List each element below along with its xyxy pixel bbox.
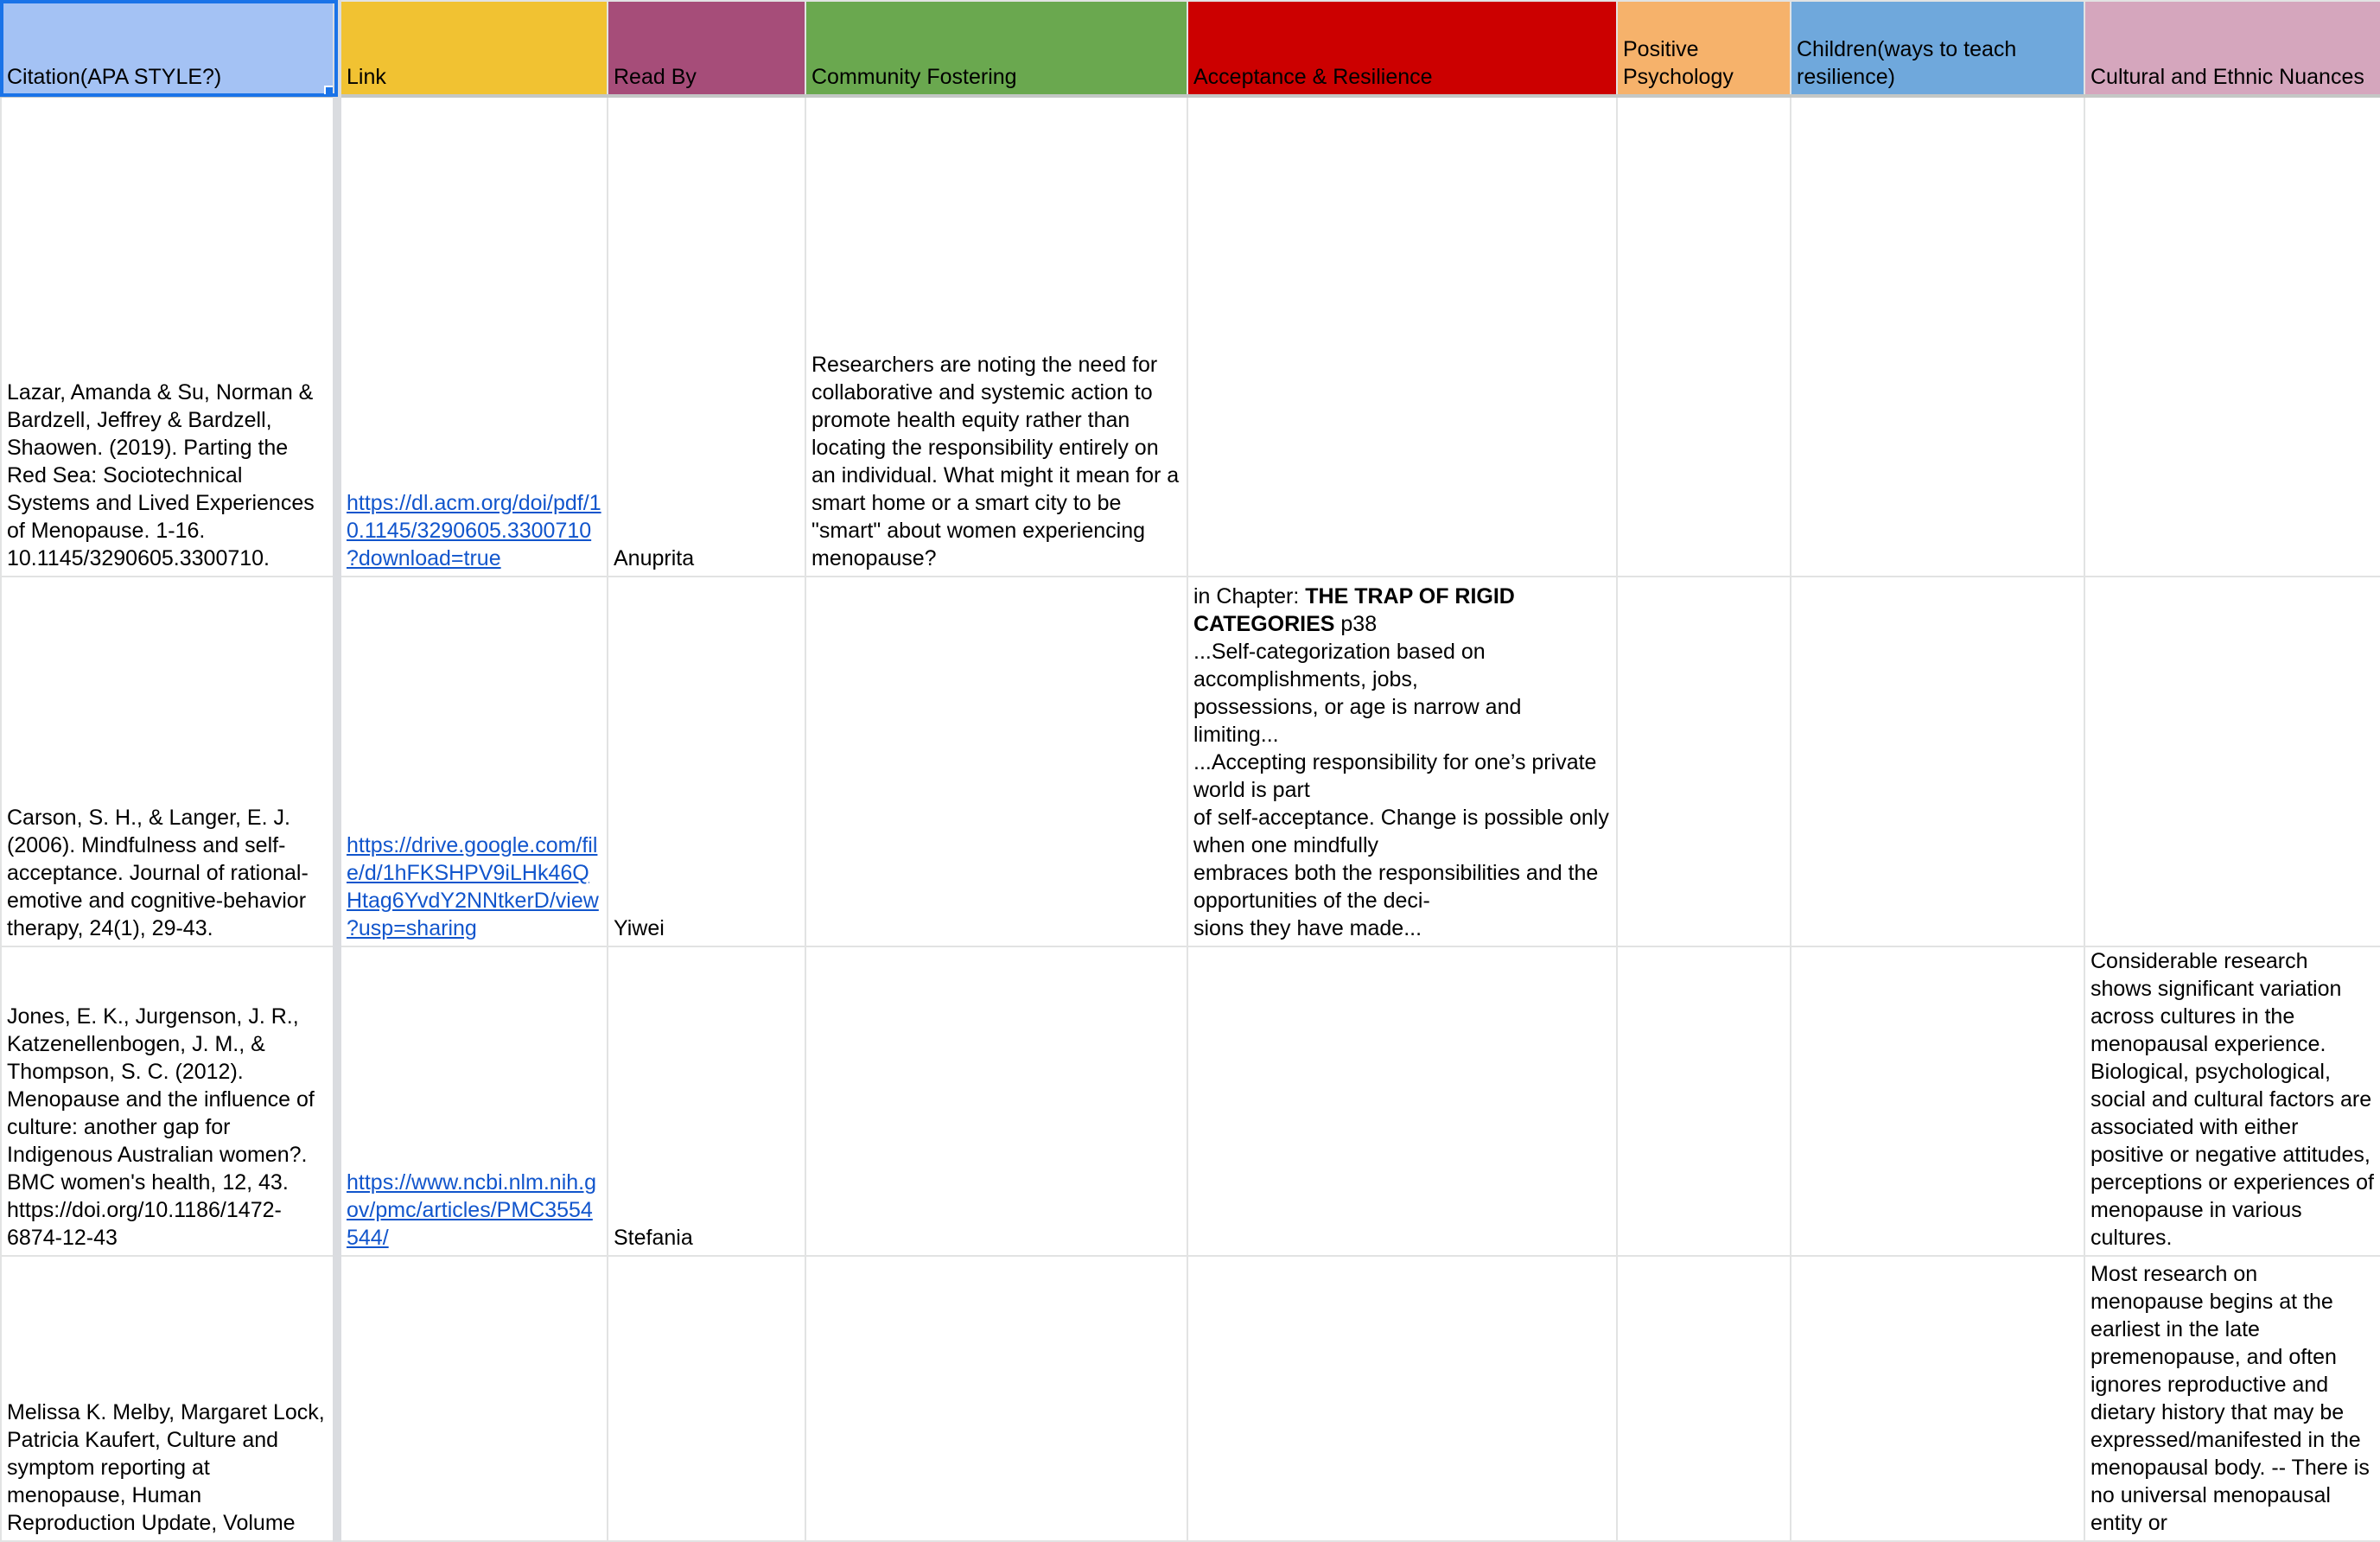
header-positive-psychology[interactable] xyxy=(1617,1,1791,96)
header-row xyxy=(1,1,2380,96)
header-acceptance-resilience[interactable] xyxy=(1187,1,1617,96)
cell-citation[interactable]: Lazar, Amanda & Su, Norman & Bardzell, Jeffrey & Bardzell, Shaowen. (2019). Parting the Red Sea: Sociotechnical Systems and Lived Experiences of Menopause. 1-16. 10.1145/3290605.3300710. xyxy=(1,96,337,577)
cell-citation[interactable]: Melissa K. Melby, Margaret Lock, Patricia Kaufert, Culture and symptom reporting at menopause, Human Reproduction Update, Volume xyxy=(1,1256,337,1541)
cell-community[interactable] xyxy=(805,1256,1187,1541)
link-text[interactable]: https://www.ncbi.nlm.nih.gov/pmc/articles/PMC3554544/ xyxy=(347,1170,597,1250)
acceptance-chapter: THE TRAP OF RIGID CATEGORIES xyxy=(1193,584,1515,636)
cell-community[interactable]: Researchers are noting the need for collaborative and systemic action to promote health equity rather than locating the responsibility entirely on an individual. What might it mean for a smart home or a smart city to be "smart" about women experiencing menopause? xyxy=(805,96,1187,577)
cell-positive[interactable] xyxy=(1617,577,1791,946)
fill-handle[interactable] xyxy=(324,86,334,96)
cell-positive[interactable] xyxy=(1617,1256,1791,1541)
cell-acceptance[interactable] xyxy=(1187,577,1617,946)
header-link[interactable] xyxy=(337,1,608,96)
cell-acceptance[interactable] xyxy=(1187,96,1617,577)
cell-community[interactable] xyxy=(805,946,1187,1256)
table-row xyxy=(1,96,2380,577)
cell-children[interactable] xyxy=(1791,96,2084,577)
acceptance-quote: ...Self-categorization based on accomplishments, jobs, possessions, or age is narrow and limiting... ...Accepting responsibility for one’s private world is part of self-acceptance. Change is possible only when one mindfully embraces both the responsibilities and the opportunities of the deci- sions they have made... xyxy=(1193,640,1609,940)
header-cultural-nuances[interactable] xyxy=(2084,1,2380,96)
cell-link[interactable] xyxy=(337,1256,608,1541)
cell-acceptance[interactable] xyxy=(1187,946,1617,1256)
cell-positive[interactable] xyxy=(1617,946,1791,1256)
header-label: Read By xyxy=(614,65,697,89)
cell-cultural[interactable] xyxy=(2084,577,2380,946)
cell-positive[interactable] xyxy=(1617,96,1791,577)
header-label: Children(ways to teach resilience) xyxy=(1797,37,2017,89)
link-text[interactable]: https://dl.acm.org/doi/pdf/10.1145/3290605.3300710?download=true xyxy=(347,491,601,570)
cell-citation[interactable]: Carson, S. H., & Langer, E. J. (2006). Mindfulness and self-acceptance. Journal of rational-emotive and cognitive-behavior therapy, 24(1), 29-43. xyxy=(1,577,337,946)
cell-link[interactable] xyxy=(337,577,608,946)
header-label: Citation(APA STYLE?) xyxy=(7,65,222,89)
cell-community[interactable] xyxy=(805,577,1187,946)
header-read-by[interactable] xyxy=(608,1,805,96)
header-label: Acceptance & Resilience xyxy=(1193,65,1433,89)
cell-children[interactable] xyxy=(1791,946,2084,1256)
header-label: Positive Psychology xyxy=(1623,37,1734,89)
cell-cultural[interactable]: Most research on menopause begins at the earliest in the late premenopause, and often ignores reproductive and dietary history that may be expressed/manifested in the menopausal body. -- There is no universal menopausal entity or xyxy=(2084,1256,2380,1541)
header-children[interactable] xyxy=(1791,1,2084,96)
header-label: Cultural and Ethnic Nuances xyxy=(2090,65,2364,89)
acceptance-page: p38 xyxy=(1334,612,1378,636)
cell-children[interactable] xyxy=(1791,577,2084,946)
cell-children[interactable] xyxy=(1791,1256,2084,1541)
cell-read-by[interactable]: Yiwei xyxy=(608,577,805,946)
header-label: Link xyxy=(347,65,386,89)
header-community-fostering[interactable] xyxy=(805,1,1187,96)
table-row xyxy=(1,577,2380,946)
acceptance-prefix: in Chapter: xyxy=(1193,584,1306,609)
cell-link[interactable] xyxy=(337,96,608,577)
cell-acceptance[interactable] xyxy=(1187,1256,1617,1541)
cell-read-by[interactable] xyxy=(608,1256,805,1541)
header-citation[interactable] xyxy=(1,1,337,96)
cell-cultural[interactable]: Considerable research shows significant variation across cultures in the menopausal experience. Biological, psychological, social and cultural factors are associated with either positive or negative attitudes, perceptions or experiences of menopause in various cultures. xyxy=(2084,946,2380,1256)
cell-citation[interactable]: Jones, E. K., Jurgenson, J. R., Katzenellenbogen, J. M., & Thompson, S. C. (2012). Menopause and the influence of culture: another gap for Indigenous Australian women?. BMC women's health, 12, 43. https://doi.org/10.1186/1472-6874-12-43 xyxy=(1,946,337,1256)
table-row xyxy=(1,946,2380,1256)
cell-cultural[interactable] xyxy=(2084,96,2380,577)
cell-link[interactable] xyxy=(337,946,608,1256)
link-text[interactable]: https://drive.google.com/file/d/1hFKSHPV9iLHk46QHtag6YvdY2NNtkerD/view?usp=sharing xyxy=(347,833,599,940)
cell-read-by[interactable]: Stefania xyxy=(608,946,805,1256)
acceptance-heading xyxy=(1193,583,1611,638)
header-label: Community Fostering xyxy=(811,65,1017,89)
cell-read-by[interactable]: Anuprita xyxy=(608,96,805,577)
table-row xyxy=(1,1256,2380,1541)
